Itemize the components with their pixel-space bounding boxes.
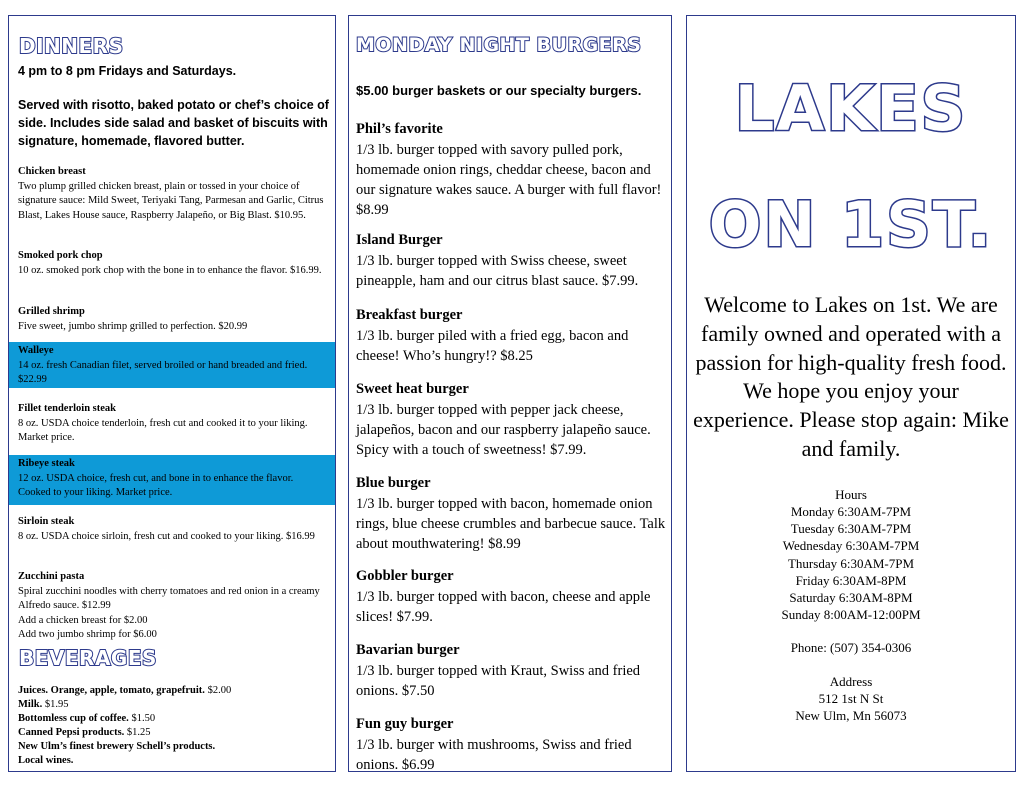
beverage-item: Local wines. bbox=[18, 755, 74, 766]
hours-list bbox=[687, 503, 1015, 623]
burger-desc: 1/3 lb. burger topped with pepper jack cheese, jalapeños, bacon and our raspberry jalapeño sauce. Spicy with a touch of sweetness! $7.99. bbox=[356, 402, 651, 458]
phone-number: Phone: (507) 354-0306 bbox=[790, 640, 912, 655]
address-label: Address bbox=[829, 674, 873, 689]
burger-desc: 1/3 lb. burger topped with Kraut, Swiss and fried onions. $7.50 bbox=[356, 663, 641, 699]
burger-name: Blue burger bbox=[356, 475, 431, 491]
menu-item-ribeye-steak bbox=[9, 455, 335, 505]
restaurant-name-line1: LAKES bbox=[734, 72, 968, 145]
burger-name: Fun guy burger bbox=[356, 716, 454, 732]
menu-item-sirloin-steak bbox=[9, 513, 335, 546]
burger-desc: 1/3 lb. burger topped with bacon, homemade onion rings, blue cheese crumbles and barbecue sauce. Talk about mouthwatering! $8.99 bbox=[356, 496, 666, 552]
burger-desc: 1/3 lb. burger piled with a fried egg, bacon and cheese! Who’s hungry!? $8.25 bbox=[356, 328, 629, 364]
burger-desc: 1/3 lb. burger topped with Swiss cheese, sweet pineapple, ham and our citrus blast sauce. $7.99. bbox=[356, 253, 639, 289]
burgers-intro: $5.00 burger baskets or our specialty burgers. bbox=[356, 83, 642, 98]
item-name: Chicken breast bbox=[18, 166, 86, 177]
item-name: Sirloin steak bbox=[18, 516, 75, 527]
hours-row: Saturday 6:30AM-8PM bbox=[789, 590, 913, 606]
item-name: Grilled shrimp bbox=[18, 306, 85, 317]
burger-desc: 1/3 lb. burger topped with bacon, cheese and apple slices! $7.99. bbox=[356, 589, 651, 625]
burger-phils-favorite bbox=[356, 119, 667, 220]
burger-name: Phil’s favorite bbox=[356, 121, 443, 137]
restaurant-name-line2: ON 1ST. bbox=[708, 188, 994, 261]
item-name: Fillet tenderloin steak bbox=[18, 403, 116, 414]
burger-breakfast bbox=[356, 305, 667, 366]
hours-row: Sunday 8:00AM-12:00PM bbox=[781, 607, 921, 623]
hours-row: Friday 6:30AM-8PM bbox=[795, 572, 907, 588]
burger-name: Island Burger bbox=[356, 232, 443, 248]
burger-fun-guy bbox=[356, 714, 667, 775]
dinners-panel bbox=[8, 15, 336, 772]
burger-desc: 1/3 lb. burger with mushrooms, Swiss and fried onions. $6.99 bbox=[356, 737, 632, 773]
welcome-message: Welcome to Lakes on 1st. We are family owned and operated with a passion for high-quality fresh food. We hope you enjoy your experience. Please stop again: Mike and family. bbox=[693, 292, 1009, 461]
cover-panel bbox=[686, 15, 1016, 772]
hours-row: Wednesday 6:30AM-7PM bbox=[782, 538, 920, 554]
address-line1: 512 1st N St bbox=[818, 691, 884, 706]
item-desc: 14 oz. fresh Canadian filet, served broiled or hand breaded and fried. $22.99 bbox=[18, 359, 308, 386]
beverage-item: Bottomless cup of coffee. $1.50 bbox=[18, 713, 156, 724]
item-desc: 10 oz. smoked pork chop with the bone in to enhance the flavor. $16.99. bbox=[18, 264, 322, 276]
burger-name: Bavarian burger bbox=[356, 642, 460, 658]
beverage-item: Canned Pepsi products. $1.25 bbox=[18, 727, 151, 738]
hours-label: Hours bbox=[835, 487, 867, 502]
item-desc: Five sweet, jumbo shrimp grilled to perfection. $20.99 bbox=[18, 320, 248, 332]
item-addon: Add two jumbo shrimp for $6.00 bbox=[18, 629, 157, 641]
item-name: Smoked pork chop bbox=[18, 250, 103, 261]
hours-row: Monday 6:30AM-7PM bbox=[790, 504, 912, 519]
item-desc: 8 oz. USDA choice tenderloin, fresh cut and cooked it to your liking. Market price. bbox=[18, 417, 308, 444]
menu-item-walleye bbox=[9, 342, 335, 388]
item-desc: 12 oz. USDA choice, fresh cut, and bone in to enhance the flavor. Cooked to your liking. Market price. bbox=[18, 472, 294, 499]
dinners-heading: DINNERS bbox=[19, 34, 124, 58]
menu-item-fillet-tenderloin bbox=[9, 400, 335, 448]
burger-name: Gobbler burger bbox=[356, 568, 454, 584]
menu-item-grilled-shrimp bbox=[9, 303, 335, 336]
burger-bavarian bbox=[356, 640, 667, 701]
item-desc: Spiral zucchini noodles with cherry tomatoes and red onion in a creamy Alfredo sauce. $12.99 bbox=[18, 585, 320, 612]
item-desc: Two plump grilled chicken breast, plain or tossed in your choice of signature sauce: Mild Sweet, Teriyaki Tang, Parmesan and Garlic, Citrus Blast, Lakes House sauce, Raspberry Jalapeño, or Big Blast. $10.95. bbox=[18, 180, 324, 221]
beverages-heading: BEVERAGES bbox=[19, 646, 157, 670]
item-name: Walleye bbox=[18, 345, 54, 356]
address-line2: New Ulm, Mn 56073 bbox=[795, 708, 907, 723]
dinners-hours: 4 pm to 8 pm Fridays and Saturdays. bbox=[18, 64, 237, 78]
beverage-item: Milk. $1.95 bbox=[18, 699, 69, 710]
burger-gobbler bbox=[356, 566, 667, 627]
burger-name: Breakfast burger bbox=[356, 307, 463, 323]
burger-island bbox=[356, 230, 667, 291]
item-name: Ribeye steak bbox=[18, 458, 75, 469]
burgers-panel bbox=[348, 15, 672, 772]
burgers-heading: MONDAY NIGHT BURGERS bbox=[356, 34, 642, 56]
burger-name: Sweet heat burger bbox=[356, 381, 469, 397]
beverage-item: Juices. Orange, apple, tomato, grapefruit. $2.00 bbox=[18, 685, 232, 696]
dinners-intro: Served with risotto, baked potato or chef’s choice of side. Includes side salad and basket of biscuits with signature, homemade, flavored butter. bbox=[18, 98, 329, 148]
item-desc: 8 oz. USDA choice sirloin, fresh cut and cooked to your liking. $16.99 bbox=[18, 530, 315, 542]
beverages-list bbox=[18, 684, 331, 768]
hours-row: Tuesday 6:30AM-7PM bbox=[790, 521, 912, 537]
beverage-item: New Ulm’s finest brewery Schell’s products. bbox=[18, 741, 216, 752]
item-name: Zucchini pasta bbox=[18, 571, 85, 582]
hours-row: Thursday 6:30AM-7PM bbox=[787, 555, 915, 571]
burger-blue bbox=[356, 473, 667, 554]
burger-sweet-heat bbox=[356, 379, 667, 460]
menu-item-chicken-breast bbox=[9, 163, 335, 225]
item-addon: Add a chicken breast for $2.00 bbox=[18, 614, 148, 626]
menu-item-smoked-pork-chop bbox=[9, 247, 335, 280]
menu-item-zucchini-pasta bbox=[9, 568, 335, 645]
burger-desc: 1/3 lb. burger topped with savory pulled pork, homemade onion rings, cheddar cheese, bacon and our signature wakes sauce. A burger with full flavor! $8.99 bbox=[356, 142, 662, 218]
